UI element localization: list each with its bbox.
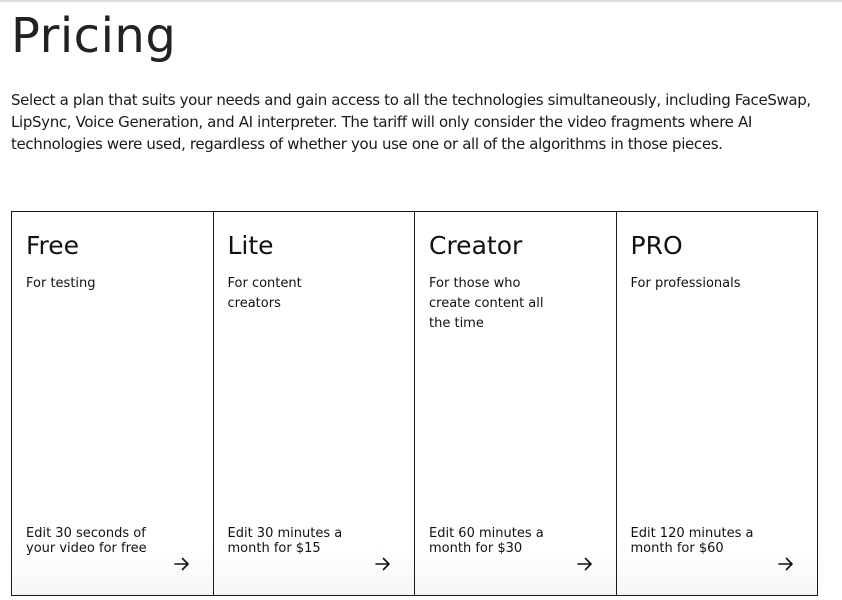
plan-name: Creator <box>429 231 523 260</box>
plan-price-text: Edit 30 minutes a month for $15 <box>227 526 343 556</box>
plan-card-pro[interactable] <box>617 212 818 595</box>
plan-card-creator[interactable] <box>415 212 617 595</box>
plan-price-text: Edit 30 seconds of your video for free <box>26 526 147 556</box>
plan-name: Free <box>26 231 80 260</box>
plan-price-text: Edit 120 minutes a month for $60 <box>630 526 754 556</box>
pricing-plans <box>11 211 818 596</box>
intro-text: Select a plan that suits your needs and gain access to all the technologies simultaneously, including FaceSwap, LipSync, Voice Generation, and AI interpreter. The tariff will only consider the video fragments where AI technologies were used, regardless of whether you use one or all of the algorithms in those pieces. <box>11 91 811 153</box>
arrow-right-icon[interactable] <box>576 555 594 573</box>
plan-card-lite[interactable] <box>214 212 416 595</box>
page-title: Pricing <box>11 8 177 64</box>
top-edge-strip <box>0 0 842 2</box>
plan-description: For professionals <box>630 276 741 291</box>
arrow-right-icon[interactable] <box>173 555 191 573</box>
plan-name: PRO <box>630 231 683 260</box>
plan-description: For content creators <box>227 276 302 311</box>
plan-card-free[interactable] <box>12 212 214 595</box>
plan-price-text: Edit 60 minutes a month for $30 <box>429 526 544 556</box>
plan-description: For those who create content all the time <box>429 276 544 331</box>
plan-name: Lite <box>227 231 274 260</box>
arrow-right-icon[interactable] <box>777 555 795 573</box>
plan-description: For testing <box>26 276 96 291</box>
arrow-right-icon[interactable] <box>374 555 392 573</box>
